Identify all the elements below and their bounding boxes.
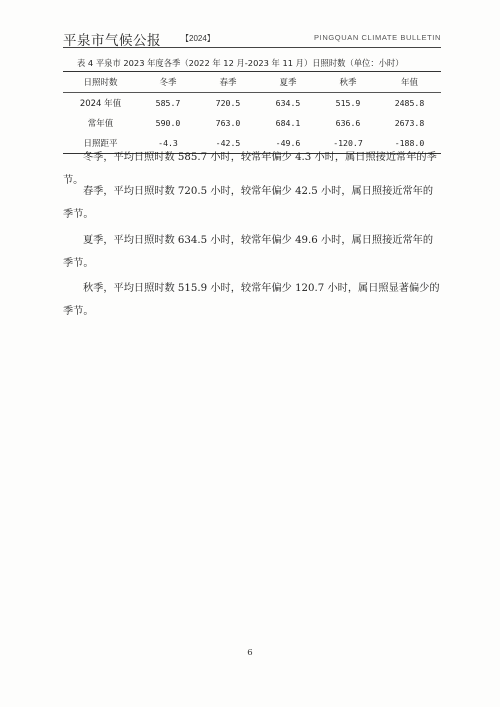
table-cell: 763.0 (215, 118, 241, 128)
table-cell: -188.0 (378, 133, 441, 154)
sunshine-table (63, 71, 441, 154)
table-cell: 684.1 (275, 118, 301, 128)
table-cell: -42.5 (198, 133, 258, 154)
table-header-row (63, 72, 441, 93)
table-cell: 2485.8 (394, 98, 425, 108)
table-row (63, 113, 441, 133)
summer-paragraph: 夏季，平均日照时数 634.5 小时，较常年偏少 49.6 小时，属日照接近常年的季节。 (63, 235, 434, 269)
autumn-paragraph: 秋季，平均日照时数 515.9 小时，较常年偏少 120.7 小时，属日照显著偏少的季节。 (63, 283, 440, 317)
row-label: 2024 年值 (79, 99, 122, 109)
row-label: 常年值 (87, 119, 114, 129)
table-cell: -120.7 (318, 133, 378, 154)
bulletin-title: 平泉市气候公报 (63, 33, 161, 49)
table-caption: 表 4 平泉市 2023 年度各季（2022 年 12 月-2023 年 11 月）日照时数（单位：小时） (77, 58, 404, 68)
table-cell: 590.0 (155, 118, 181, 128)
year-tag: 【2024】 (181, 34, 215, 43)
english-title: PINGQUAN CLIMATE BULLETIN (314, 33, 441, 42)
table-cell: 720.5 (215, 98, 241, 108)
table-cell: -49.6 (258, 133, 318, 154)
column-header: 年值 (378, 72, 441, 93)
column-header: 冬季 (138, 72, 198, 93)
column-header: 夏季 (258, 72, 318, 93)
table-cell: 2673.8 (394, 118, 425, 128)
spring-paragraph: 春季，平均日照时数 720.5 小时，较常年偏少 42.5 小时，属日照接近常年的季节。 (63, 186, 434, 220)
column-header: 秋季 (318, 72, 378, 93)
table-cell: 585.7 (155, 98, 181, 108)
page-number: 6 (247, 648, 253, 658)
column-header: 春季 (198, 72, 258, 93)
page-header (63, 27, 441, 48)
row-label: 日照距平 (63, 133, 138, 154)
table-cell: 515.9 (335, 98, 361, 108)
column-header: 日照时数 (63, 72, 138, 93)
table-cell: -4.3 (138, 133, 198, 154)
table-row (63, 93, 441, 114)
winter-paragraph: 冬季，平均日照时数 585.7 小时，较常年偏少 4.3 小时，属日照接近常年的季节。 (63, 152, 437, 186)
table-cell: 634.5 (275, 98, 301, 108)
table-cell: 636.6 (335, 118, 361, 128)
